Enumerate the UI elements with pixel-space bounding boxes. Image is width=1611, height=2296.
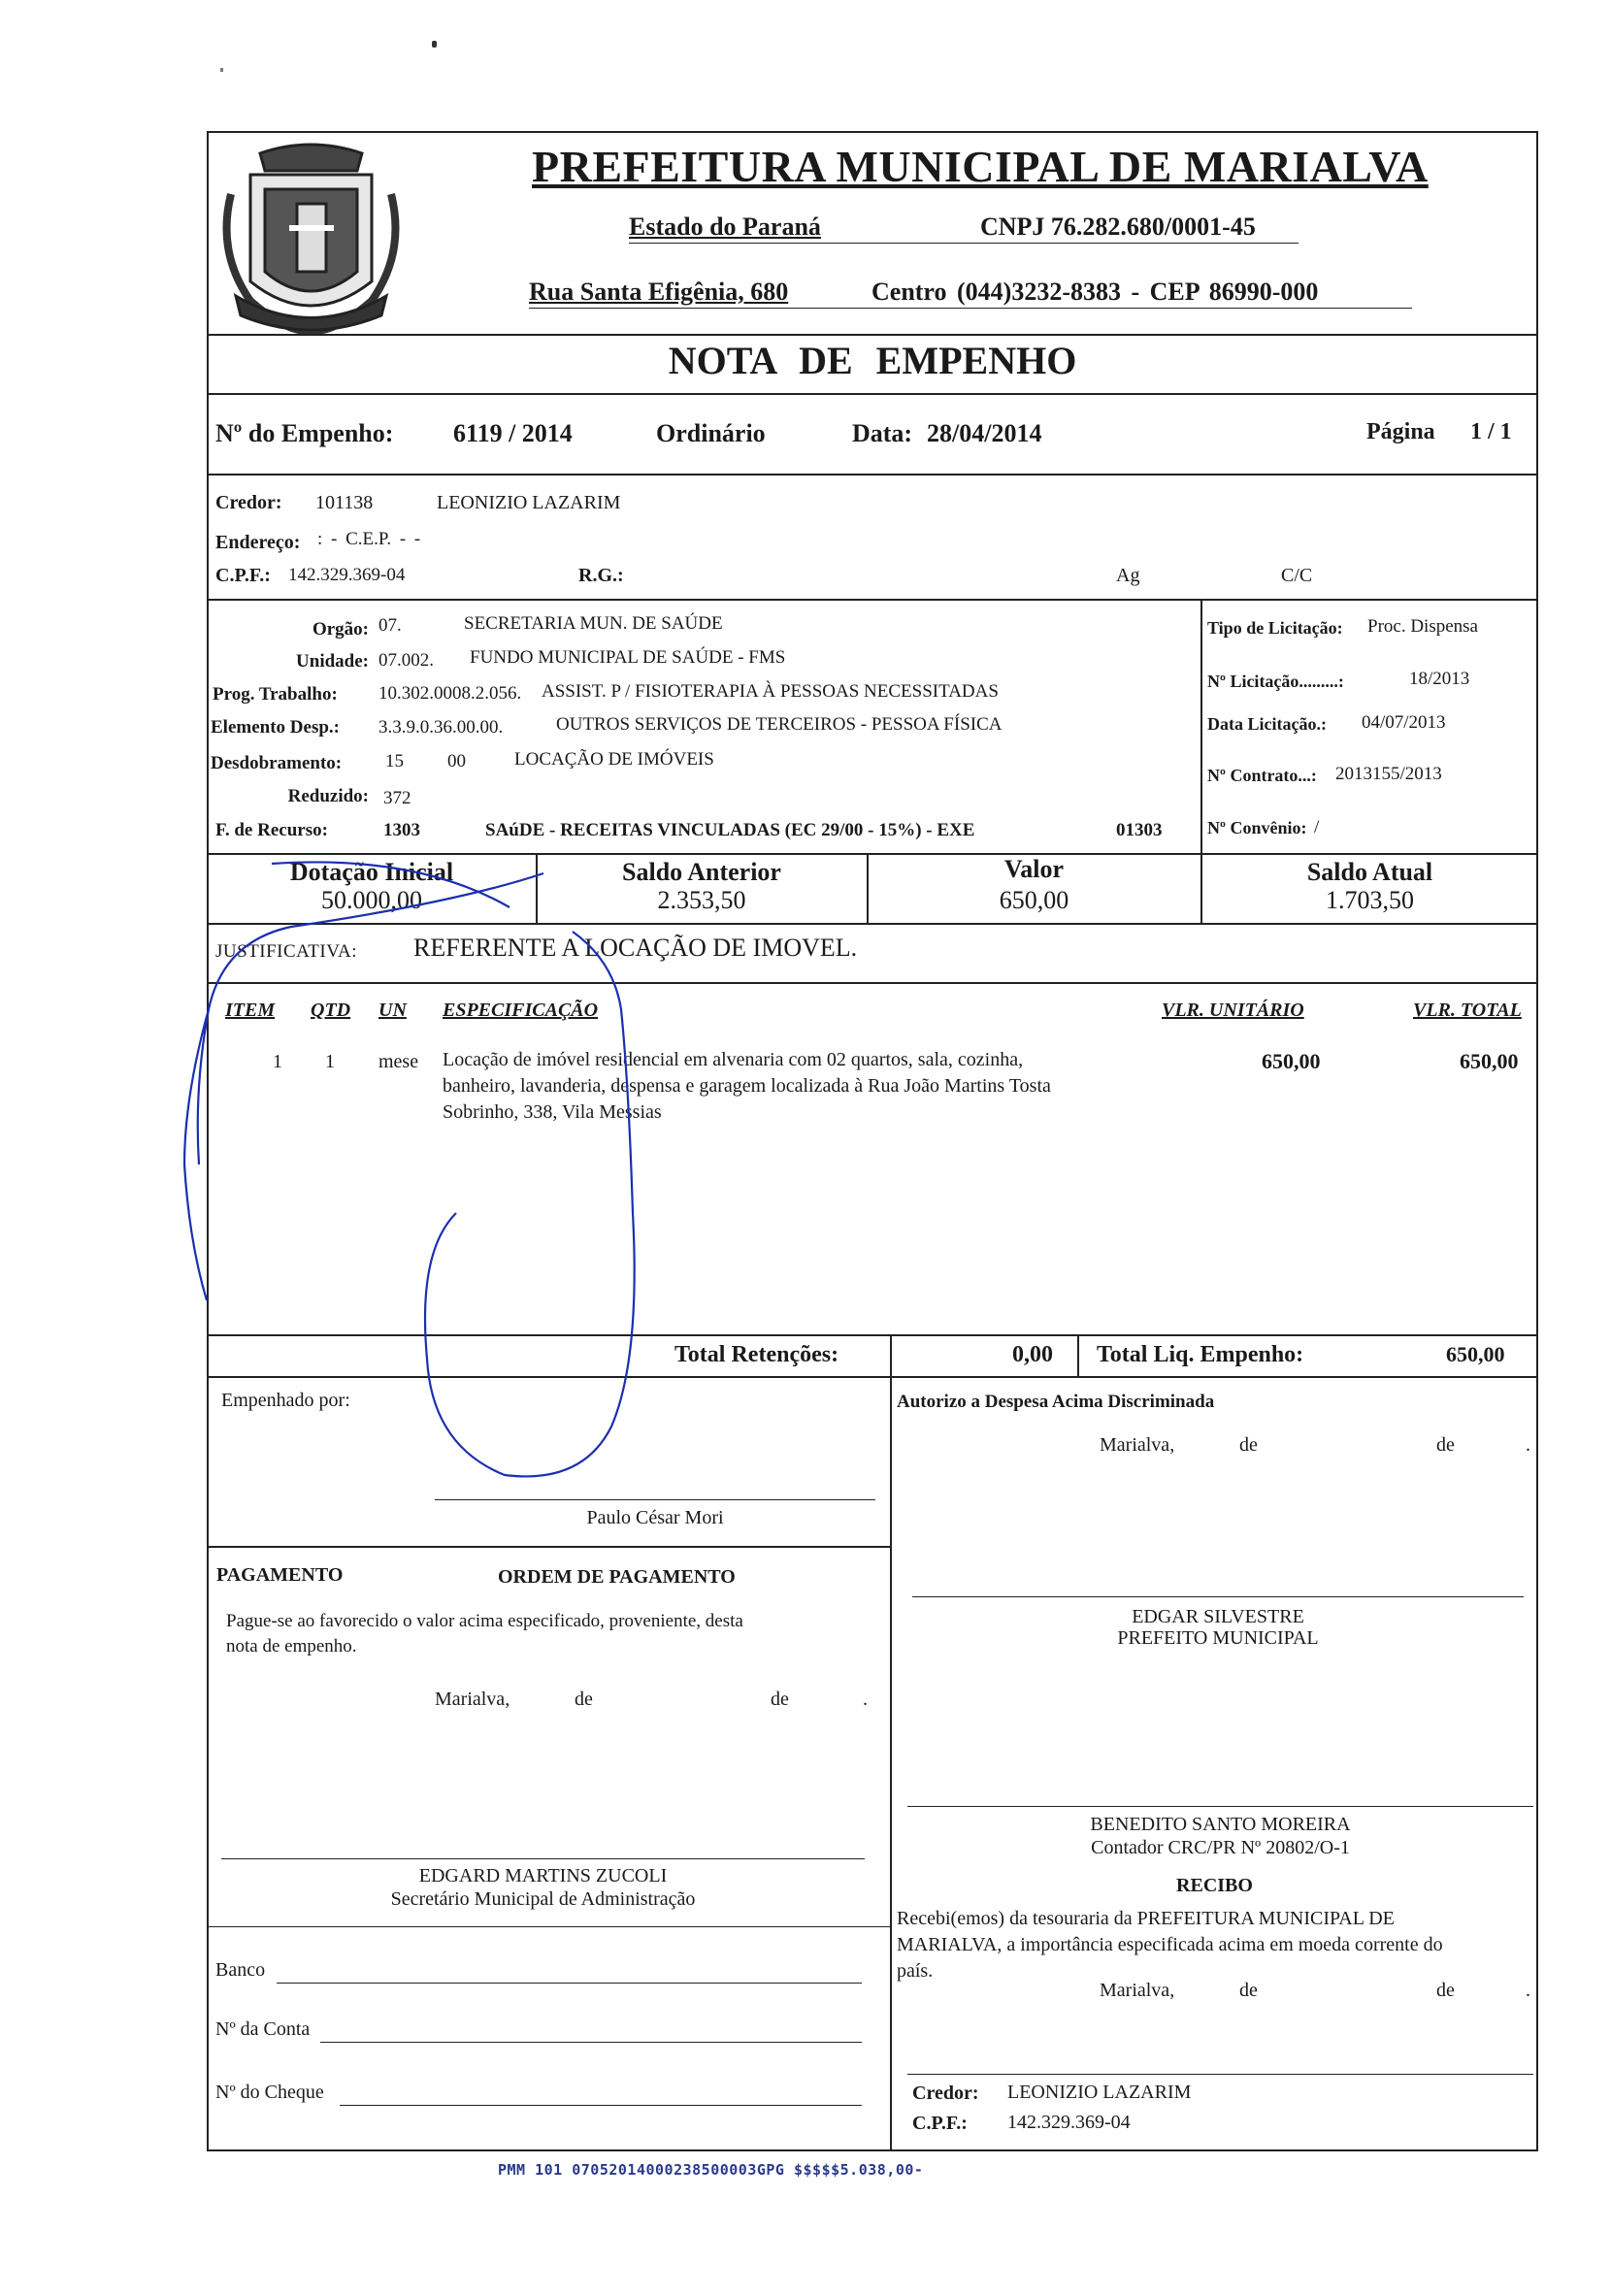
liquido-label: Total Liq. Empenho: — [1097, 1342, 1304, 1367]
prefeito-role: PREFEITO MUNICIPAL — [1117, 1627, 1319, 1649]
prog-code: 10.302.0008.2.056. — [378, 683, 522, 704]
col-qtd: QTD — [311, 1000, 351, 1021]
city-hall-title: PREFEITURA MUNICIPAL DE MARIALVA — [532, 142, 1429, 191]
prog-label: Prog. Trabalho: — [213, 684, 338, 705]
contador-name: BENEDITO SANTO MOREIRA — [1090, 1814, 1351, 1835]
autorizo-de1: de — [1239, 1434, 1258, 1456]
ag-label: Ag — [1116, 565, 1140, 586]
dotacao-value: 50.000,00 — [321, 886, 422, 914]
tipo-value: Proc. Dispensa — [1367, 616, 1478, 637]
desd-b: 00 — [447, 751, 466, 771]
licitacao-num: 18/2013 — [1409, 669, 1470, 689]
date-label: Data: — [852, 419, 913, 447]
recibo-dot: . — [1526, 1980, 1530, 2001]
recibo-line3: país. — [897, 1960, 934, 1982]
saldo-atual-label: Saldo Atual — [1306, 858, 1433, 886]
elem-label: Elemento Desp.: — [211, 717, 340, 738]
prefeito-name: EDGAR SILVESTRE — [1132, 1606, 1304, 1627]
pagamento-dot: . — [863, 1689, 868, 1710]
tipo-label: Tipo de Licitação: — [1207, 618, 1343, 638]
empenho-number: 6119 / 2014 — [453, 419, 573, 447]
fonte-code2: 01303 — [1116, 820, 1163, 840]
autorizo-label: Autorizo a Despesa Acima Discriminada — [897, 1392, 1215, 1412]
recibo-city: Marialva, — [1100, 1980, 1175, 2001]
fonte-name: SAúDE - RECEITAS VINCULADAS (EC 29/00 - 15%) - EXE — [485, 820, 975, 840]
reduzido-value: 372 — [383, 788, 411, 808]
fonte-label: F. de Recurso: — [215, 820, 328, 840]
justificativa-text: REFERENTE A LOCAÇÃO DE IMOVEL. — [413, 934, 858, 962]
recibo-cpf-label: C.P.F.: — [912, 2113, 968, 2134]
contador-role: Contador CRC/PR Nº 20802/O-1 — [1091, 1837, 1350, 1858]
item-spec-line3: Sobrinho, 338, Vila Messias — [443, 1101, 662, 1123]
valor-value: 650,00 — [999, 886, 1069, 914]
page-label: Página — [1366, 419, 1435, 444]
convenio-label: Nº Convênio: — [1207, 818, 1307, 837]
col-unit-value: VLR. UNITÁRIO — [1162, 1000, 1304, 1021]
valor-label: Valor — [1003, 855, 1065, 883]
convenio-value: / — [1314, 817, 1320, 837]
secretario-name: EDGARD MARTINS ZUCOLI — [418, 1865, 668, 1886]
contrato-value: 2013155/2013 — [1335, 764, 1442, 784]
recibo-cpf: 142.329.369-04 — [1007, 2112, 1131, 2133]
endereco-label: Endereço: — [215, 532, 301, 553]
prog-name: ASSIST. P / FISIOTERAPIA À PESSOAS NECESSITADAS — [542, 681, 999, 702]
unidade-name: FUNDO MUNICIPAL DE SAÚDE - FMS — [470, 647, 786, 668]
banco-label: Banco — [215, 1959, 266, 1981]
unidade-label: Unidade: — [296, 651, 369, 672]
desd-name: LOCAÇÃO DE IMÓVEIS — [514, 749, 714, 770]
cnpj: CNPJ 76.282.680/0001-45 — [980, 213, 1256, 241]
bank-stamp: PMM 101 07052014000238500003GPG $$$$$5.038,00- — [498, 2161, 924, 2179]
item-qtd: 1 — [325, 1051, 335, 1072]
autorizo-city: Marialva, — [1100, 1434, 1175, 1456]
cpf-value: 142.329.369-04 — [288, 565, 406, 585]
credor-code: 101138 — [315, 492, 374, 513]
elem-code: 3.3.9.0.36.00.00. — [378, 717, 504, 738]
credor-label: Credor: — [215, 492, 282, 513]
pagamento-de2: de — [771, 1689, 789, 1710]
cheque-label: Nº do Cheque — [215, 2082, 324, 2103]
pagamento-label: PAGAMENTO — [216, 1564, 344, 1586]
empenho-date: 28/04/2014 — [927, 419, 1042, 447]
item-total-value: 650,00 — [1460, 1049, 1519, 1073]
empenhado-signer: Paulo César Mori — [586, 1507, 724, 1528]
col-item: ITEM — [225, 1000, 276, 1021]
autorizo-dot: . — [1526, 1434, 1530, 1456]
orgao-label: Orgão: — [312, 619, 369, 640]
pagamento-de1: de — [575, 1689, 593, 1710]
item-spec-line2: banheiro, lavanderia, despensa e garagem localizada à Rua João Martins Tosta — [443, 1075, 1051, 1097]
recibo-credor-name: LEONIZIO LAZARIM — [1007, 2082, 1192, 2103]
secretario-role: Secretário Municipal de Administração — [390, 1888, 696, 1910]
item-un: mese — [378, 1051, 419, 1072]
desd-a: 15 — [385, 751, 404, 771]
fonte-code: 1303 — [383, 820, 420, 840]
justificativa-label: JUSTIFICATIVA: — [215, 941, 358, 962]
recibo-credor-label: Credor: — [912, 2083, 979, 2104]
cc-label: C/C — [1281, 565, 1313, 586]
col-spec: ESPECIFICAÇÃO — [443, 1000, 599, 1021]
address-rest: Centro (044)3232-8383 - CEP 86990-000 — [871, 278, 1319, 306]
recibo-de2: de — [1436, 1980, 1455, 2001]
reduzido-label: Reduzido: — [287, 786, 369, 806]
col-total-value: VLR. TOTAL — [1413, 1000, 1522, 1021]
item-spec-line1: Locação de imóvel residencial em alvenaria com 02 quartos, sala, cozinha, — [443, 1049, 1024, 1070]
liquido-value: 650,00 — [1446, 1342, 1505, 1366]
pagamento-text-line1: Pague-se ao favorecido o valor acima especificado, proveniente, desta — [226, 1611, 743, 1631]
autorizo-de2: de — [1436, 1434, 1455, 1456]
unidade-code: 07.002. — [378, 650, 434, 671]
orgao-name: SECRETARIA MUN. DE SAÚDE — [464, 613, 723, 634]
rg-label: R.G.: — [578, 565, 624, 586]
data-licitacao: 04/07/2013 — [1362, 712, 1446, 733]
col-un: UN — [378, 1000, 407, 1021]
recibo-line2: MARIALVA, a importância especificada acima em moeda corrente do — [897, 1934, 1443, 1955]
contrato-label: Nº Contrato...: — [1207, 766, 1317, 785]
recibo-line1: Recebi(emos) da tesouraria da PREFEITURA MUNICIPAL DE — [897, 1908, 1395, 1929]
ordem-pagamento-label: ORDEM DE PAGAMENTO — [498, 1566, 736, 1588]
conta-label: Nº da Conta — [215, 2018, 311, 2040]
recibo-de1: de — [1239, 1980, 1258, 2001]
address-street: Rua Santa Efigênia, 680 — [529, 278, 789, 306]
item-unit-value: 650,00 — [1262, 1049, 1321, 1073]
orgao-code: 07. — [378, 615, 402, 636]
cpf-label: C.P.F.: — [215, 565, 271, 586]
credor-name: LEONIZIO LAZARIM — [437, 492, 621, 513]
recibo-title: RECIBO — [1176, 1875, 1253, 1896]
pagamento-city: Marialva, — [435, 1689, 510, 1710]
empenho-label: Nº do Empenho: — [215, 419, 394, 447]
saldo-anterior-label: Saldo Anterior — [622, 858, 781, 886]
elem-name: OUTROS SERVIÇOS DE TERCEIROS - PESSOA FÍSICA — [556, 714, 1003, 735]
document-title: NOTA DE EMPENHO — [668, 339, 1077, 382]
saldo-atual-value: 1.703,50 — [1326, 886, 1414, 914]
page-number: 1 / 1 — [1470, 419, 1512, 444]
retencoes-value: 0,00 — [1012, 1342, 1053, 1367]
saldo-anterior-value: 2.353,50 — [657, 886, 746, 914]
pagamento-text-line2: nota de empenho. — [226, 1636, 357, 1656]
empenho-type: Ordinário — [656, 419, 766, 447]
item-number: 1 — [273, 1051, 282, 1072]
desd-label: Desdobramento: — [211, 753, 343, 773]
retencoes-label: Total Retenções: — [674, 1342, 839, 1367]
dotacao-label: Dotação Inicial — [289, 858, 454, 886]
data-licitacao-label: Data Licitação.: — [1207, 714, 1327, 734]
state-name: Estado do Paraná — [629, 213, 821, 241]
endereco-value: : - C.E.P. - - — [317, 529, 421, 549]
empenhado-label: Empenhado por: — [221, 1390, 350, 1411]
licitacao-num-label: Nº Licitação.........: — [1207, 672, 1344, 691]
